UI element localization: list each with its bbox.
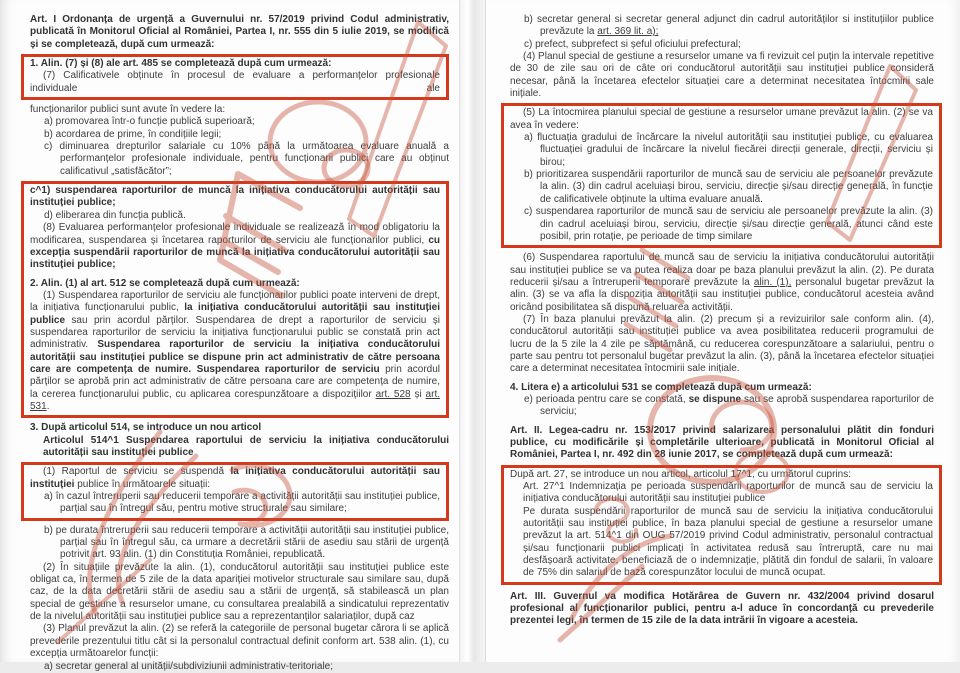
text-segment: c) prefect, subprefect si șeful oficiului prefectural; (524, 38, 741, 50)
legal-reference: alin. (1), (753, 276, 792, 288)
text-segment: c) suspendarea raporturilor de muncă sau de serviciu ale persoanelor prevăzute la alin. (3) din cadrul aceluiași birou, serviciu, direcție și/sau direcție generală, atunci când este posibil, prin rotație, pe perioade de timp similare (524, 206, 933, 242)
paragraph (510, 107, 933, 132)
text-segment: (2) În situațiile prevăzute la alin. (1), conducătorul autorității sau instituției publice este obligat ca, în termen de 5 zile de la data apariției motivelor structurale sau similare sau, după caz, de la data decretării stării de asediu sau a stării de urgență, să stabilească un plan special de gestiune a resurselor umane, cu consultarea prealabilă a sindicatului reprezentativ de la nivelul autorității sau instituției publice sau a reprezentanților salariaților, după caz (30, 561, 449, 623)
text-segment: la inițiativa conducătorului autorității sau instituției (30, 466, 440, 490)
text-block (30, 525, 449, 673)
red-annotation-box (21, 54, 449, 100)
paragraph (30, 278, 440, 290)
text-segment: (1) Raportul de serviciu se suspendă (43, 466, 231, 478)
text-block (30, 422, 449, 459)
text-segment: Suspendarea raporturilor de serviciu (196, 363, 380, 375)
paragraph (30, 185, 440, 210)
text-segment: prin acordul părților se aprobă prin act administrativ de către persoana care are competența de numire, la cererea funcționarului public, cu aplicarea corespunzătoare a dispozițiilor (30, 363, 441, 400)
text-segment: b) prioritizarea suspendării raporturilor de muncă sau de serviciu ale persoanelor prevăzute la alin. (3) din cadrul aceluiași birou, serviciu, direcție și/sau direcție generală, în funcție de calificativele obținute la ultima evaluare anuală. (524, 169, 933, 205)
paragraph (510, 132, 933, 169)
paragraph (30, 623, 449, 660)
paragraph (30, 422, 449, 434)
text-segment: c^1) suspendarea raporturilor de muncă la inițiativa conducătorului autorității sau instituției publice; (30, 185, 440, 209)
paragraph (30, 14, 449, 51)
paragraph (510, 469, 933, 481)
text-segment: (7) În baza planului prevăzut la alin. (2) precum și a revizuirilor sale conform alin. (4), conducătorul autorității sau instituției publice va avea posibilitatea reducerii programului de lucru de la 5 zile la 4 zile pe săptămână, cu reducerea corespunzătoare a salariului, pentru o parte sau pentru tot personalul bugetar prevăzut la alin. (3), până la încetarea efectelor situației care a determinat necesitatea întocmirii sale inițiale. (510, 313, 934, 375)
paragraph (510, 314, 934, 376)
paragraph (30, 661, 449, 673)
text-segment: 2. Alin. (1) al art. 512 se completează după cum urmează: (30, 277, 300, 289)
text-segment: și (410, 388, 426, 400)
legal-reference: art. 369 lit. a); (597, 26, 659, 38)
paragraph (30, 290, 440, 413)
paragraph (30, 129, 449, 141)
paragraph (30, 491, 440, 516)
text-block (510, 591, 934, 628)
paragraph (510, 394, 934, 419)
text-segment: funcționarilor publici sunt avute în vedere la: (30, 104, 226, 116)
red-annotation-box (21, 462, 449, 520)
text-segment: 1. Alin. (7) și (8) ale art. 485 se completează după cum urmează: (30, 58, 332, 70)
text-segment: După art. 27, se introduce un nou articol, articolul 17^1, cu următorul cuprins: (510, 468, 851, 480)
paragraph (510, 506, 933, 580)
paragraph (510, 382, 934, 394)
text-segment: a) fluctuația gradului de încărcare la nivelul autorității sau instituției publice, cu evaluarea fluctuației gradului de încărcare la nivelul fiecărei direcții generale, direcții, serviciu și birou; (524, 132, 933, 168)
red-annotation-box (501, 465, 942, 585)
paragraph (30, 116, 449, 128)
paragraph (30, 466, 440, 491)
page-divider (459, 0, 486, 662)
paragraph (30, 104, 449, 116)
text-segment: Art. I Ordonanța de urgență a Guvernului nr. 57/2019 privind Codul administrativ, publicată în Monitorul Oficial al României, Partea I, nr. 555 din 5 iulie 2019, se modifică și se completează, după cum urmează: (30, 14, 449, 50)
text-segment: sau se aprobă suspendarea raporturilor de serviciu; (540, 393, 934, 418)
paragraph (30, 435, 449, 460)
text-segment: (6) Suspendarea raportului de muncă sau de serviciu la inițiativa conducătorului autorității sau instituției publice se va putea realiza doar pe baza planului prevăzut la alin. (2). Pe durata reducerii și/sau a întreruperii temporare prevăzute la (510, 252, 934, 288)
paragraph (510, 169, 933, 206)
page-right (486, 0, 960, 662)
text-segment: sau prin acordul părților. Suspendarea de drept a raporturilor de serviciu și suspendarea raporturilor de serviciu la inițiativa funcționarului public se constată prin act administrativ. (30, 314, 440, 351)
text-segment: Articolul 514^1 Suspendarea raportului de serviciu la inițiativa conducătorului autorității sau instituției publice (43, 434, 449, 458)
legal-reference: art. 528 (375, 388, 411, 400)
text-segment: 3. După articolul 514, se introduce un nou articol (30, 422, 262, 434)
text-segment: (3) Planul prevăzut la alin. (2) se referă la categoriile de personal bugetar cărora li se aplică prevederile prezentului titlu cât si la personalul contractual definit conform art. 538 alin. (1), cu excepția următoarelor funcții: (30, 623, 449, 660)
paragraph (30, 525, 449, 562)
text-segment: (8) Evaluarea performanțelor profesionale individuale se realizează în mod obligatoriu la modificarea, suspendarea și încetarea raporturilor de serviciu ale funcționarilor publici, (30, 222, 440, 246)
text-segment: (7) Calificativele obținute în procesul de evaluare a performanțelor profesionale individuale ale (30, 70, 440, 94)
text-segment: b) acordarea de prime, în condițiile legii; (44, 128, 222, 140)
paragraph (510, 425, 934, 462)
paragraph (510, 481, 933, 506)
text-segment: personalul bugetar prevăzut la alin. (3) se va afla la dispoziția autorității sau instituției publice, conducătorul acesteia având oricând posibilitatea să dispună reluarea activității. (510, 276, 935, 313)
paragraph (30, 141, 449, 178)
red-annotation-box (21, 181, 449, 418)
text-segment: Art. III. Guvernul va modifica Hotărârea de Guvern nr. 432/2004 privind dosarul profesional al funcționarilor publici, pentru a-l aduce în concordanță cu prevederile prezentei legi, în termen de 15 zile de la data intrării în vigoare a acesteia. (510, 590, 934, 627)
paragraph (30, 210, 440, 222)
text-segment: . (46, 400, 50, 412)
text-segment: (5) La întocmirea planului special de gestiune a resurselor umane prevăzut la alin. (2) se va avea în vedere: (510, 107, 933, 131)
paragraph (510, 252, 934, 314)
paragraph (30, 222, 440, 271)
text-segment: (4) Planul special de gestiune a resurselor umane va fi revizuit cel puțin la intervale repetitive de 30 de zile sau ori de câte ori conducătorul autorității sau instituției publice consideră necesar, până la încetarea efectelor situației care a determinat necesitatea întocmirii sale inițiale. (510, 51, 934, 100)
text-block (510, 252, 934, 462)
red-annotation-box (501, 103, 942, 248)
text-segment: la inițiativa conducătorului autorității sau instituției publice (30, 302, 440, 326)
text-segment: a) promovarea într-o funcție publică superioară; (44, 116, 255, 128)
text-segment: se dispune (688, 393, 742, 405)
text-segment: publice în următoarele situații: (74, 478, 211, 490)
text-segment: c) diminuarea drepturilor salariale cu 10% până la următoarea evaluare anuală a performanțelor profesionale individuale, pentru funcționarii publici care au obținut calificativul „satisfăcător”; (44, 141, 449, 177)
paragraph (30, 58, 440, 70)
text-segment: cu excepția suspendării raporturilor de muncă la inițiativa conducătorului autorității sau instituției publice; (30, 234, 440, 271)
text-block (510, 14, 934, 100)
text-segment: (1) Suspendarea raporturilor de serviciu ale funcționarilor publici poate interveni de drept, la inițiativa funcționarului public, (30, 289, 440, 314)
paragraph (30, 562, 449, 624)
text-segment: b) secretar general si secretar general adjunct din cadrul autorităților si instituțiilor publice prevăzute la (524, 14, 934, 38)
text-segment: a) în cazul întreruperii sau reducerii temporare a activității autorității sau instituției publice, parțial sau în întregul său, pentru motive structurale sau similare; (44, 491, 440, 515)
text-block (30, 104, 449, 178)
page-left (0, 0, 459, 672)
paragraph (510, 14, 934, 39)
paragraph (510, 39, 934, 51)
text-segment: 4. Litera e) a articolului 531 se completează după cum urmează: (510, 381, 812, 393)
text-segment: d) eliberarea din funcția publică. (44, 209, 186, 221)
text-segment: Art. 27^1 Indemnizația pe perioada suspendării raporturilor de muncă sau de serviciu la inițiativa conducătorului autorității sau instituției publice (523, 481, 933, 505)
paragraph (30, 70, 440, 95)
legal-reference: art. 531 (30, 388, 440, 412)
text-block (30, 14, 449, 51)
text-segment: e) perioada pentru care se constată, (524, 393, 689, 405)
paragraph (510, 206, 933, 243)
text-segment: b) pe durata întreruperii sau reducerii temporare a activității autorității sau instituției publice, parțial sau în întregul său, ca urmare a decretării stării de asediu sau stării de urgență potrivit art. 93 alin. (1) din Constituția României, republicată. (44, 524, 449, 561)
text-segment: Suspendarea raporturilor de serviciu la inițiativa conducătorului autorității sau instituției publice se dispune prin act administrativ de către persoana care are competența de numire. (30, 339, 440, 375)
text-segment: a) secretar general al unității/subdiviziunii administrativ-teritoriale; (44, 660, 334, 672)
text-segment: Pe durata suspendării raporturilor de muncă sau de serviciu la inițiativa conducătorului autorității sau instituției publice, în baza planului special de gestiune a resurselor umane prevăzut la art. 514^1 din OUG 57/2019 privind Codul administrativ, personalul contractual și/sau funcționarii publici implicați în activitatea redusă sau întreruptă, care nu mai desfășoară activitate, beneficiază de o indemnizație, plătită din fondul de salarii, în valoare de 75% din salariul de bază corespunzător locului de muncă ocupat. (523, 505, 933, 579)
paragraph (510, 591, 934, 628)
paragraph (510, 51, 934, 100)
text-segment: Art. II. Legea-cadru nr. 153/2017 privind salarizarea personalului plătit din fonduri publice, cu modificările și completările ulterioare, publicată in Monitorul Oficial al României, Partea I, nr. 492 din 28 iunie 2017, se completează după cum urmează: (510, 424, 934, 461)
